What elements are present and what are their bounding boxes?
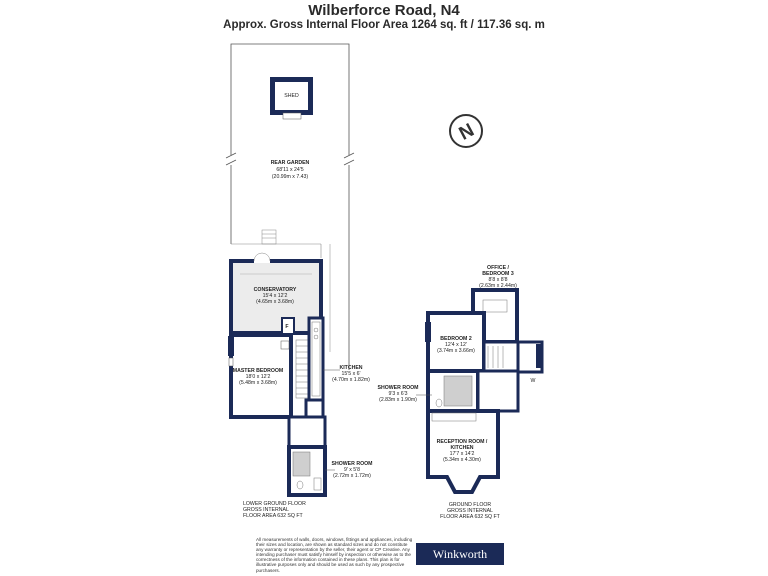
lower-shower-dims-metric: (2.72m x 1.72m) [333,473,371,479]
conservatory-dims-metric: (4.65m x 3.68m) [256,299,294,305]
shed-label: SHED [284,93,299,99]
reception-dims-metric: (5.34m x 4.30m) [443,457,481,463]
lower-shower-dims-imperial: 9' x 5'8 [343,467,361,473]
wc-marker: W [530,378,536,384]
office-name-line2: BEDROOM 3 [482,271,514,277]
master-bedroom-name: MASTER BEDROOM [232,368,284,374]
kitchen-dims-metric: (4.70m x 1.82m) [332,377,370,383]
ground-shower-dims-metric: (2.83m x 1.90m) [379,397,417,403]
bedroom2-dims-imperial: 12'4 x 12' [445,342,467,348]
page-title: Wilberforce Road, N4 [308,2,460,19]
reception-name: RECEPTION ROOM / [436,439,488,445]
floor-area-subtitle: Approx. Gross Internal Floor Area 1264 sq. ft / 117.36 sq. m [223,19,545,31]
kitchen-name: KITCHEN [339,365,363,371]
shed [270,77,313,119]
compass-letter: N [455,119,478,145]
staircase [296,340,309,398]
lower-ground-floor [228,230,340,495]
ground-shower-dims-imperial: 9'3 x 6'3 [388,391,408,397]
ground-area-line1: GROUND FLOOR [448,502,492,508]
lower-area-line3: FLOOR AREA 632 SQ FT [243,513,303,519]
conservatory-dims-imperial: 15'4 x 12'2 [262,293,288,299]
fridge-marker: F [285,324,289,330]
office-dims-imperial: 8'8 x 8'8 [488,277,508,283]
agent-logo: Winkworth [416,543,504,565]
lower-area-line2: GROSS INTERNAL [243,507,289,513]
ground-shower-name: SHOWER ROOM [377,385,419,391]
lower-shower-name: SHOWER ROOM [331,461,373,467]
bedroom2-name: BEDROOM 2 [440,336,472,342]
master-bedroom-dims-metric: (5.48m x 3.68m) [239,380,277,386]
bedroom2-dims-metric: (3.74m x 3.66m) [437,348,475,354]
office-dims-metric: (2.63m x 2.44m) [479,283,517,289]
reception-dims-imperial: 17'7 x 14'2 [449,451,475,457]
kitchen-dims-imperial: 15'5 x 6' [341,371,361,377]
reception-name-line2: KITCHEN [450,445,474,451]
office-name: OFFICE / [487,265,509,271]
conservatory-name: CONSERVATORY [253,287,297,293]
lower-area-line1: LOWER GROUND FLOOR [243,501,306,507]
garden-dims-metric: (20.99m x 7.43) [271,174,309,180]
ground-area-line3: FLOOR AREA 632 SQ FT [440,514,500,520]
garden-name: REAR GARDEN [270,160,310,166]
ground-area-line2: GROSS INTERNAL [447,508,493,514]
master-bedroom-dims-imperial: 18'0 x 12'2 [245,374,271,380]
north-arrow-icon [450,115,482,147]
disclaimer-text: All measurements of walls, doors, windows, fittings and appliances, including their sizes and location, are shown as standard sizes and do not constitute any warranty or representation by the seller, their agent or CP Creative. Any intending purchaser must satisfy himself by inspection or otherwise as to the correctness of the information contained in these plans. This plan is for illustrative purposes only and should be used as such by any prospective purchasers. [256,537,413,573]
garden-dims-imperial: 68'11 x 24'5 [276,167,304,173]
